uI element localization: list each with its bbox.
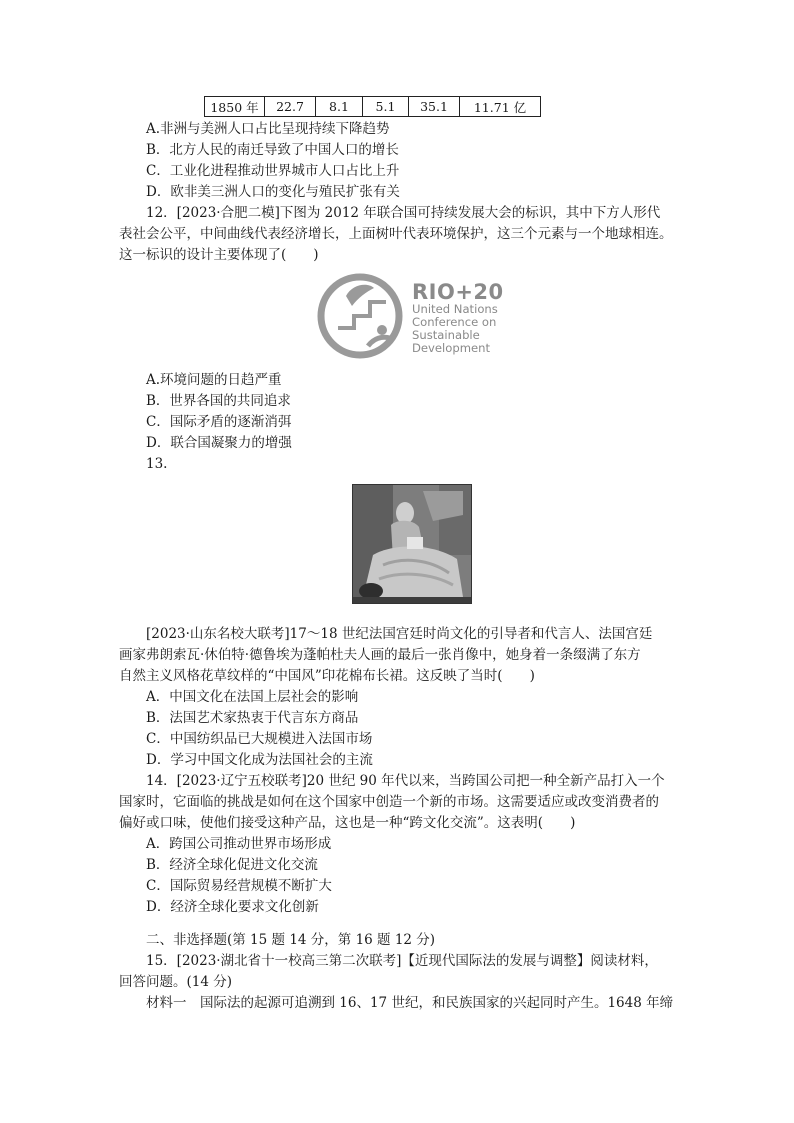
table-cell: 22.7: [265, 97, 316, 117]
q14-stem-line-2: 国家时，它面临的挑战是如何在这个国家中创造一个新的市场。这需要适应或改变消费者的: [119, 794, 659, 810]
table-cell-year: 1850 年: [205, 97, 265, 117]
q11-option-d: D．欧非美三洲人口的变化与殖民扩张有关: [146, 184, 400, 200]
logo-line-1: United Nations: [412, 302, 498, 316]
population-table: [204, 96, 541, 117]
q13-option-b: B．法国艺术家热衷于代言东方商品: [146, 710, 359, 726]
q13-option-c: C．中国纺织品已大规模进入法国市场: [146, 731, 373, 747]
section-heading: 二、非选择题(第 15 题 14 分，第 16 题 12 分): [146, 932, 436, 948]
q12-option-d: D．联合国凝聚力的增强: [146, 435, 292, 451]
q13-stem-line-1: [2023·山东名校大联考]17～18 世纪法国宫廷时尚文化的引导者和代言人、法国宫廷: [146, 626, 653, 642]
q11-option-c: C．工业化进程推动世界城市人口占比上升: [146, 163, 400, 179]
table-cell-total: 11.71 亿: [460, 97, 541, 117]
q14-stem-line-1: 14．[2023·辽宁五校联考]20 世纪 90 年代以来，当跨国公司把一种全新产品打入一个: [146, 773, 665, 789]
logo-title: RIO+20: [412, 280, 504, 304]
q12-option-c: C．国际矛盾的逐渐消弭: [146, 414, 292, 430]
q12-stem-line-1: 12．[2023·合肥二模]下图为 2012 年联合国可持续发展大会的标识，其中下方人形代: [146, 205, 661, 221]
logo-line-3: Sustainable: [412, 328, 480, 342]
q15-material-line-1: 材料一 国际法的起源可追溯到 16、17 世纪，和民族国家的兴起同时产生。1648 年缔: [146, 995, 674, 1011]
q14-stem-line-3: 偏好或口味，使他们接受这种产品，这也是一种“跨文化交流”。这表明( ): [119, 815, 576, 831]
logo-line-2: Conference on: [412, 315, 497, 329]
logo-text: [412, 281, 504, 355]
q12-stem-line-3: 这一标识的设计主要体现了( ): [119, 247, 319, 263]
q13-option-d: D．学习中国文化成为法国社会的主流: [146, 752, 373, 768]
pompadour-portrait-image: [352, 484, 472, 604]
q15-stem-line-1: 15．[2023·湖北省十一校高三第二次联考]【近现代国际法的发展与调整】阅读材料，: [146, 953, 658, 969]
table-row: [205, 97, 541, 117]
q14-option-a: A．跨国公司推动世界市场形成: [146, 836, 332, 852]
q11-option-a: A.非洲与美洲人口占比呈现持续下降趋势: [146, 121, 390, 137]
q15-stem-line-2: 回答问题。(14 分): [119, 974, 233, 990]
table-cell: 5.1: [363, 97, 409, 117]
q14-option-c: C．国际贸易经营规模不断扩大: [146, 878, 332, 894]
q13-stem-line-3: 自然主义风格花草纹样的“中国风”印花棉布长裙。这反映了当时( ): [119, 668, 535, 684]
earth-emblem-icon: [316, 272, 408, 360]
q13-number: 13.: [146, 456, 168, 472]
q13-option-a: A．中国文化在法国上层社会的影响: [146, 689, 359, 705]
q14-option-b: B．经济全球化促进文化交流: [146, 857, 318, 873]
table-cell: 8.1: [316, 97, 363, 117]
q12-stem-line-2: 表社会公平，中间曲线代表经济增长，上面树叶代表环境保护，这三个元素与一个地球相连。: [119, 226, 673, 242]
logo-line-4: Development: [412, 341, 491, 355]
q12-option-b: B．世界各国的共同追求: [146, 393, 291, 409]
rio20-logo: [316, 272, 516, 360]
q14-option-d: D．经济全球化要求文化创新: [146, 899, 319, 915]
q12-option-a: A.环境问题的日趋严重: [146, 372, 282, 388]
table-cell: 35.1: [409, 97, 460, 117]
q13-stem-line-2: 画家弗朗索瓦·休伯特·德鲁埃为蓬帕杜夫人画的最后一张肖像中，她身着一条缀满了东方: [119, 647, 641, 663]
q11-option-b: B．北方人民的南迁导致了中国人口的增长: [146, 142, 399, 158]
